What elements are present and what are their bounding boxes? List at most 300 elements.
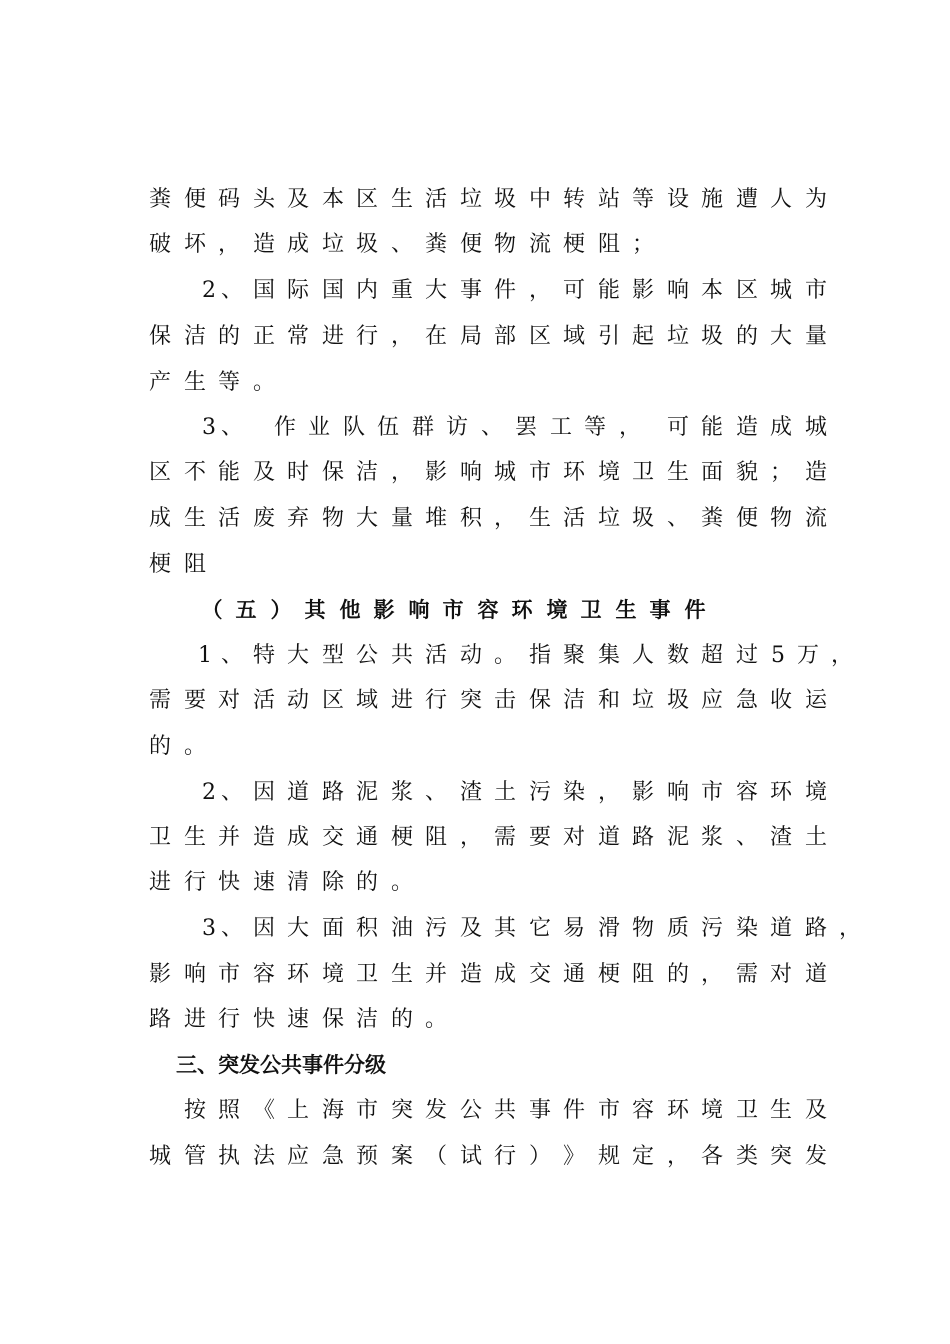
text-char: 对 <box>217 688 240 713</box>
text-char: 的 <box>355 870 378 895</box>
text-char: 活 <box>562 506 585 531</box>
text-char: 成 <box>286 232 309 257</box>
text-char: ， <box>459 825 482 850</box>
text-char: 境 <box>597 460 620 485</box>
text-char: 收 <box>769 688 792 713</box>
text-char: 起 <box>631 324 654 349</box>
text-char: 数 <box>666 643 689 668</box>
text-char: 染 <box>562 780 585 805</box>
text-char: 影 <box>424 460 447 485</box>
text-char: 、 <box>220 415 243 440</box>
text-char: 生 <box>615 598 637 622</box>
text-char: 便 <box>459 232 482 257</box>
text-char: 土 <box>804 825 827 850</box>
text-char: 、 <box>735 825 758 850</box>
text-char: 造 <box>252 232 275 257</box>
text-line <box>0 453 950 493</box>
text-char: 需 <box>735 962 758 987</box>
text-line <box>0 180 950 220</box>
text-char: 本 <box>321 187 344 212</box>
text-char: 它 <box>528 916 551 941</box>
text-char: ， <box>390 460 413 485</box>
text-char: 便 <box>735 506 758 531</box>
text-char: 污 <box>528 780 551 805</box>
text-char: 部 <box>493 324 516 349</box>
text-char: 其 <box>304 598 326 622</box>
text-char: 造 <box>804 460 827 485</box>
text-char: 预 <box>355 1144 378 1169</box>
text-char: 等 <box>631 187 654 212</box>
text-char: 影 <box>631 780 654 805</box>
text-char: 突 <box>459 688 482 713</box>
text-char: 行 <box>493 1144 516 1169</box>
text-char: 、 <box>220 916 243 941</box>
text-char: 发 <box>424 1098 447 1123</box>
text-char: 响 <box>408 598 430 622</box>
text-char: 重 <box>390 278 413 303</box>
text-char: 环 <box>286 962 309 987</box>
text-char: 各 <box>700 1144 723 1169</box>
text-line <box>0 545 950 585</box>
text-char: 及 <box>252 460 275 485</box>
text-char: 污 <box>700 916 723 941</box>
text-char: 域 <box>562 324 585 349</box>
text-char: 粪 <box>700 506 723 531</box>
text-char: 城 <box>804 415 827 440</box>
text-char: 梗 <box>390 825 413 850</box>
text-char: 区 <box>528 324 551 349</box>
text-char: 卫 <box>735 1098 758 1123</box>
text-char: 破 <box>148 232 171 257</box>
text-char: 万 <box>796 643 819 668</box>
text-char: 作 <box>273 415 296 440</box>
text-line <box>0 1000 950 1040</box>
text-char: 大 <box>286 916 309 941</box>
text-char: 头 <box>252 187 275 212</box>
text-char: 其 <box>493 916 516 941</box>
text-char: 时 <box>286 460 309 485</box>
text-char: 型 <box>321 643 344 668</box>
text-char: 影 <box>631 278 654 303</box>
text-char: 便 <box>183 187 206 212</box>
text-char: 道 <box>769 916 792 941</box>
text-char: 行 <box>355 324 378 349</box>
text-char: 城 <box>769 278 792 303</box>
text-char: 境 <box>321 962 344 987</box>
text-char: 集 <box>597 643 620 668</box>
text-char: 《 <box>252 1098 275 1123</box>
text-char: 垃 <box>631 688 654 713</box>
text-char: 大 <box>286 643 309 668</box>
text-char: 国 <box>321 278 344 303</box>
text-char: 行 <box>424 688 447 713</box>
text-char: 过 <box>735 643 758 668</box>
text-char: 保 <box>321 460 344 485</box>
text-char: 生 <box>666 460 689 485</box>
text-char: 为 <box>804 187 827 212</box>
text-char: 圾 <box>355 232 378 257</box>
text-char: 事 <box>459 278 482 303</box>
text-char: 环 <box>562 460 585 485</box>
text-char: 中 <box>528 187 551 212</box>
text-char: 保 <box>528 688 551 713</box>
text-line <box>0 863 950 903</box>
text-char: 洁 <box>355 460 378 485</box>
text-char: 生 <box>769 1098 792 1123</box>
text-char: 环 <box>666 1098 689 1123</box>
text-line <box>0 271 950 311</box>
text-char: 共 <box>493 1098 516 1123</box>
text-char: 。 <box>252 370 275 395</box>
text-char: 响 <box>666 780 689 805</box>
text-char: 、 <box>220 780 243 805</box>
text-char: 人 <box>631 643 654 668</box>
text-char: 3 <box>202 415 216 440</box>
text-char: 指 <box>528 643 551 668</box>
text-char: 梗 <box>597 962 620 987</box>
text-char: 流 <box>804 506 827 531</box>
text-char: 坏 <box>183 232 206 257</box>
text-char: 际 <box>286 278 309 303</box>
text-char: 影 <box>148 962 171 987</box>
text-char: 2 <box>202 780 216 805</box>
text-char: 的 <box>735 324 758 349</box>
text-char: 堆 <box>424 506 447 531</box>
text-char: 内 <box>355 278 378 303</box>
text-char: 境 <box>804 780 827 805</box>
text-char: 废 <box>252 506 275 531</box>
text-char: 土 <box>493 780 516 805</box>
text-char: 件 <box>684 598 706 622</box>
text-char: 按 <box>183 1098 206 1123</box>
text-char: 交 <box>321 825 344 850</box>
text-char: 、 <box>220 643 243 668</box>
text-char: 能 <box>597 278 620 303</box>
text-char: 转 <box>562 187 585 212</box>
text-char: 城 <box>148 1144 171 1169</box>
text-char: 照 <box>217 1098 240 1123</box>
text-char: 成 <box>493 962 516 987</box>
text-char: 能 <box>217 460 240 485</box>
text-char: 渣 <box>459 780 482 805</box>
text-char: 他 <box>339 598 361 622</box>
text-char: 、 <box>666 506 689 531</box>
text-char: 类 <box>735 1144 758 1169</box>
text-char: 的 <box>666 962 689 987</box>
text-char: 急 <box>321 1144 344 1169</box>
text-char: 道 <box>286 780 309 805</box>
text-char: 道 <box>597 825 620 850</box>
text-char: 路 <box>804 916 827 941</box>
text-char: ， <box>666 1144 689 1169</box>
text-char: 因 <box>252 916 275 941</box>
text-char: 梗 <box>562 232 585 257</box>
text-char: 洁 <box>562 688 585 713</box>
text-char: 路 <box>148 1007 171 1032</box>
text-char: ） <box>528 1144 551 1169</box>
text-char: 生 <box>183 825 206 850</box>
subsection-heading-line <box>0 590 950 630</box>
text-char: 市 <box>217 962 240 987</box>
text-char: 造 <box>735 415 758 440</box>
text-char: 本 <box>700 278 723 303</box>
text-char: 、 <box>390 232 413 257</box>
text-char: 定 <box>631 1144 654 1169</box>
text-char: 站 <box>597 187 620 212</box>
text-char: ， <box>390 324 413 349</box>
text-char: 件 <box>562 1098 585 1123</box>
text-char: 人 <box>769 187 792 212</box>
text-line <box>0 1137 950 1177</box>
text-char: 码 <box>217 187 240 212</box>
text-char: ， <box>217 232 240 257</box>
text-char: 面 <box>700 460 723 485</box>
text-char: 积 <box>459 506 482 531</box>
text-char: 卫 <box>631 460 654 485</box>
text-char: 生 <box>183 506 206 531</box>
text-char: 响 <box>459 460 482 485</box>
text-char: 生 <box>183 370 206 395</box>
text-char: 工 <box>549 415 572 440</box>
text-char: 需 <box>493 825 516 850</box>
text-line <box>0 636 950 676</box>
text-char: 容 <box>631 1098 654 1123</box>
text-char: 卫 <box>580 598 602 622</box>
text-char: 成 <box>148 506 171 531</box>
text-char: 公 <box>459 1098 482 1123</box>
text-char: 浆 <box>390 780 413 805</box>
text-char: 粪 <box>148 187 171 212</box>
text-char: 海 <box>321 1098 344 1123</box>
text-line <box>0 909 950 949</box>
text-char: 市 <box>804 278 827 303</box>
text-char: 不 <box>183 460 206 485</box>
text-char: 群 <box>411 415 434 440</box>
text-char: 环 <box>511 598 533 622</box>
text-char: 上 <box>286 1098 309 1123</box>
text-char: 速 <box>252 870 275 895</box>
text-char: 垃 <box>321 232 344 257</box>
text-char: 造 <box>252 825 275 850</box>
text-char: 的 <box>390 1007 413 1032</box>
text-char: 保 <box>148 324 171 349</box>
text-char: 、 <box>220 278 243 303</box>
text-char: 容 <box>252 962 275 987</box>
text-char: 急 <box>735 688 758 713</box>
text-char: 要 <box>528 825 551 850</box>
text-char: 并 <box>424 962 447 987</box>
text-char: 油 <box>390 916 413 941</box>
text-line <box>0 499 950 539</box>
text-char: 可 <box>666 415 689 440</box>
text-char: 和 <box>597 688 620 713</box>
text-line <box>0 681 950 721</box>
text-char: 活 <box>217 506 240 531</box>
text-char: 规 <box>597 1144 620 1169</box>
text-char: 生 <box>390 962 413 987</box>
text-char: 罢 <box>514 415 537 440</box>
text-char: 阻 <box>183 552 206 577</box>
text-char: 及 <box>804 1098 827 1123</box>
text-char: 响 <box>666 278 689 303</box>
text-char: 渣 <box>769 825 792 850</box>
text-char: 应 <box>286 1144 309 1169</box>
text-char: 城 <box>493 460 516 485</box>
text-char: 造 <box>459 962 482 987</box>
text-char: 物 <box>769 506 792 531</box>
text-char: 局 <box>459 324 482 349</box>
text-char: ， <box>838 916 861 941</box>
text-char: （ <box>424 1144 447 1169</box>
text-char: 业 <box>307 415 330 440</box>
text-char: 设 <box>666 187 689 212</box>
text-line <box>0 317 950 357</box>
text-char: 执 <box>217 1144 240 1169</box>
text-char: 滑 <box>597 916 620 941</box>
text-char: 进 <box>321 324 344 349</box>
text-line <box>0 408 950 448</box>
text-char: ， <box>493 506 516 531</box>
text-char: 物 <box>493 232 516 257</box>
text-char: 。 <box>183 734 206 759</box>
text-char: 突 <box>769 1144 792 1169</box>
text-char: 交 <box>528 962 551 987</box>
text-char: 快 <box>217 870 240 895</box>
text-char: 域 <box>355 688 378 713</box>
text-char: 遭 <box>735 187 758 212</box>
text-char: 及 <box>459 916 482 941</box>
text-char: 在 <box>424 324 447 349</box>
text-char: 动 <box>459 643 482 668</box>
text-char: 速 <box>286 1007 309 1032</box>
text-char: 试 <box>459 1144 482 1169</box>
text-char: 物 <box>321 506 344 531</box>
text-char: 路 <box>631 825 654 850</box>
text-char: 等 <box>217 370 240 395</box>
text-char: 可 <box>562 278 585 303</box>
text-char: 1 <box>198 643 212 668</box>
text-char: 阻 <box>597 232 620 257</box>
text-char: 容 <box>477 598 499 622</box>
text-char: ， <box>618 415 641 440</box>
text-char: ， <box>830 643 853 668</box>
text-char: 常 <box>286 324 309 349</box>
text-char: 流 <box>528 232 551 257</box>
text-char: 垃 <box>459 187 482 212</box>
text-char: 大 <box>355 506 378 531</box>
text-char: 泥 <box>666 825 689 850</box>
text-char: 圾 <box>631 506 654 531</box>
text-char: 区 <box>148 460 171 485</box>
text-char: 进 <box>183 1007 206 1032</box>
text-char: 污 <box>424 916 447 941</box>
text-char: 的 <box>148 734 171 759</box>
text-char: 物 <box>631 916 654 941</box>
text-line <box>0 1091 950 1131</box>
text-char: 量 <box>804 324 827 349</box>
text-char: 质 <box>666 916 689 941</box>
text-char: 特 <box>252 643 275 668</box>
text-char: 、 <box>480 415 503 440</box>
text-char: 共 <box>390 643 413 668</box>
text-char: 动 <box>286 688 309 713</box>
text-char: 貌 <box>735 460 758 485</box>
text-char: 并 <box>217 825 240 850</box>
text-char: 。 <box>493 643 516 668</box>
text-char: 对 <box>562 825 585 850</box>
text-char: 保 <box>321 1007 344 1032</box>
text-char: 5 <box>771 643 785 668</box>
text-char: 易 <box>562 916 585 941</box>
text-char: 引 <box>597 324 620 349</box>
text-char: 正 <box>252 324 275 349</box>
text-char: 公 <box>355 643 378 668</box>
text-char: 成 <box>769 415 792 440</box>
text-char: 面 <box>321 916 344 941</box>
text-char: 事 <box>649 598 671 622</box>
text-char: 积 <box>355 916 378 941</box>
text-char: ； <box>769 460 792 485</box>
text-char: 卫 <box>355 962 378 987</box>
text-char: 大 <box>769 324 792 349</box>
text-line <box>0 773 950 813</box>
text-char: 圾 <box>666 688 689 713</box>
text-char: 应 <box>700 688 723 713</box>
text-char: 运 <box>804 688 827 713</box>
text-char: 击 <box>493 688 516 713</box>
text-char: 能 <box>700 415 723 440</box>
text-char: （ <box>201 598 223 622</box>
text-char: 通 <box>355 825 378 850</box>
text-char: 梗 <box>148 552 171 577</box>
text-char: 道 <box>804 962 827 987</box>
text-char: 粪 <box>424 232 447 257</box>
text-char: 境 <box>700 1098 723 1123</box>
text-char: 量 <box>390 506 413 531</box>
text-char: 活 <box>424 187 447 212</box>
text-line <box>0 225 950 265</box>
text-line <box>0 818 950 858</box>
text-char: 响 <box>183 962 206 987</box>
text-char: 活 <box>424 643 447 668</box>
text-char: 生 <box>528 506 551 531</box>
text-char: 访 <box>445 415 468 440</box>
text-char: 洁 <box>183 324 206 349</box>
text-char: 活 <box>252 688 275 713</box>
text-char: 市 <box>597 1098 620 1123</box>
text-char: 容 <box>735 780 758 805</box>
text-line <box>0 363 950 403</box>
text-char: 影 <box>373 598 395 622</box>
text-char: 等 <box>583 415 606 440</box>
text-char: ， <box>700 962 723 987</box>
text-char: 及 <box>286 187 309 212</box>
text-char: 伍 <box>376 415 399 440</box>
text-char: 市 <box>528 460 551 485</box>
text-char: 环 <box>769 780 792 805</box>
text-line <box>0 955 950 995</box>
text-char: ， <box>528 278 551 303</box>
text-char: ） <box>270 598 292 622</box>
text-char: 。 <box>424 1007 447 1032</box>
text-char: 区 <box>735 278 758 303</box>
text-char: 行 <box>217 1007 240 1032</box>
text-char: ， <box>597 780 620 805</box>
text-char: 聚 <box>562 643 585 668</box>
text-char: 。 <box>390 870 413 895</box>
text-char: 大 <box>424 278 447 303</box>
text-char: 因 <box>252 780 275 805</box>
